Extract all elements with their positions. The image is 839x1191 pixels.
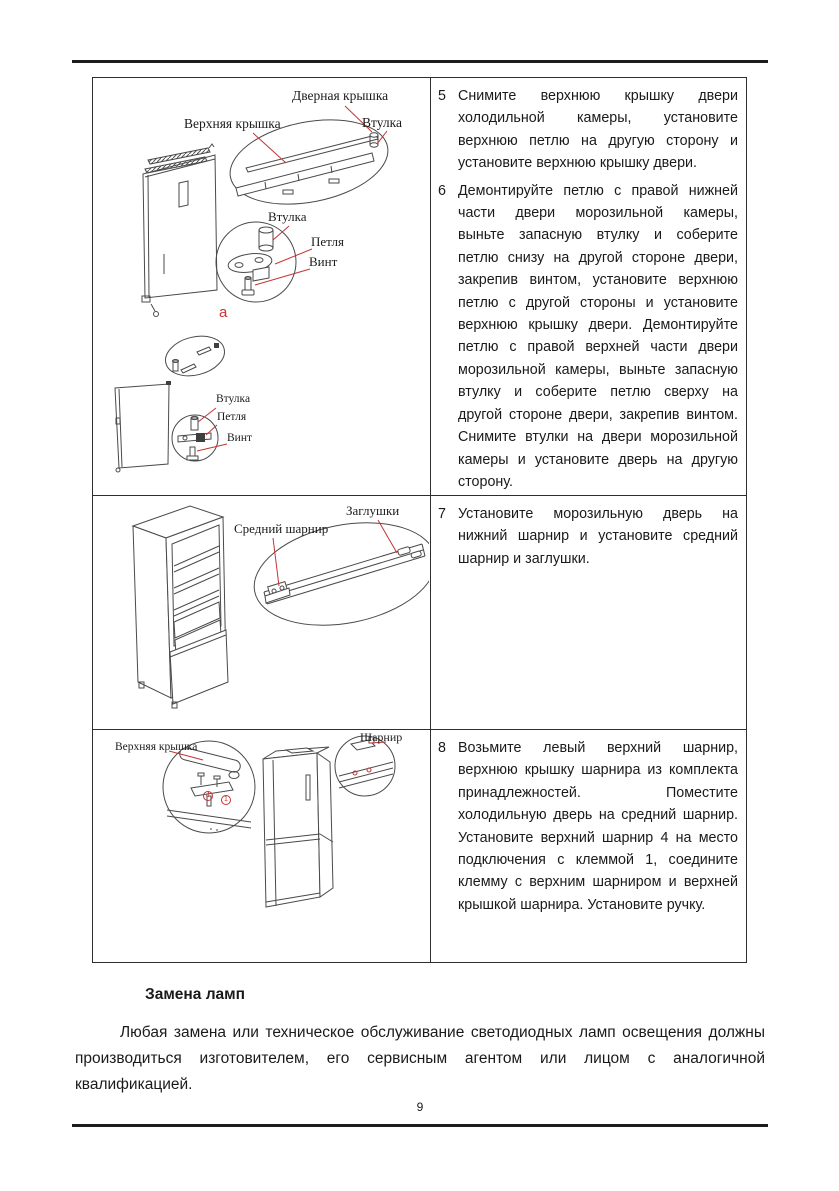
footer-rule bbox=[72, 1124, 768, 1127]
header-rule bbox=[72, 60, 768, 63]
step-5 bbox=[438, 85, 738, 175]
text-cell-step-8 bbox=[431, 730, 747, 963]
label-door-cover: Дверная крышка bbox=[292, 88, 389, 103]
section-body: Любая замена или техническое обслуживание светодиодных ламп освещения должны производиться изготовителем, его сервисным агентом или лицом с аналогичной квалификацией. bbox=[75, 1024, 765, 1093]
label-top-cover-c: Верхняя крышка bbox=[115, 741, 198, 753]
label-hinge-low: Петля bbox=[217, 411, 247, 423]
table-row-top-hinge bbox=[93, 730, 747, 963]
figure-cell-middle-hinge bbox=[93, 496, 431, 730]
page-number: 9 bbox=[416, 1100, 424, 1114]
step-text: Демонтируйте петлю с правой нижней части двери морозильной камеры, выньте запасную втулку и соберите петлю снизу на другой стороне двери, закрепив винтом, установите верхнюю петлю с другой стороны и установите верхнюю крышку двери. Демонтируйте петлю с правой верхней части двери морозильной камеры, выньте запасную втулку и соберите петлю сверху на другой стороне двери, закрепив винтом. Снимите втулки на двери морозильной камеры и установите дверь на другую сторону. bbox=[458, 182, 738, 490]
step-number: 7 bbox=[438, 506, 446, 522]
label-screw-low: Винт bbox=[227, 432, 253, 444]
label-plugs: Заглушки bbox=[346, 503, 400, 518]
step-number: 8 bbox=[438, 740, 446, 756]
label-hinge-c: Шарнир bbox=[360, 730, 403, 744]
figure-marker-a: а bbox=[219, 304, 228, 321]
section-heading: Замена ламп bbox=[145, 986, 246, 1003]
label-bushing-top: Втулка bbox=[362, 115, 402, 130]
step-number: 5 bbox=[438, 88, 446, 104]
figure-cell-door-disassembly bbox=[93, 78, 431, 496]
figure-top-hinge bbox=[93, 730, 430, 962]
step-number: 6 bbox=[438, 182, 446, 199]
marker-hinge-4: 4 bbox=[203, 791, 213, 801]
text-cell-step-7 bbox=[431, 496, 747, 730]
figure-door-disassembly bbox=[93, 78, 430, 495]
label-hinge-mid: Петля bbox=[311, 234, 344, 249]
figure-middle-hinge bbox=[93, 496, 430, 729]
table-row-door-hinge bbox=[93, 78, 747, 496]
label-middle-hinge: Средний шарнир bbox=[234, 521, 329, 536]
step-6 bbox=[438, 180, 738, 494]
text-cell-steps-5-6 bbox=[431, 78, 747, 496]
label-bushing-low: Втулка bbox=[216, 393, 251, 405]
table-row-freezer-door bbox=[93, 496, 747, 730]
marker-terminal-1: 1 bbox=[221, 795, 231, 805]
figure-cell-top-hinge bbox=[93, 730, 431, 963]
step-text: Возьмите левый верхний шарнир, верхнюю крышку шарнира из комплекта принадлежностей. Поместите холодильную дверь на средний шарнир. Установите верхний шарнир 4 на место подключения с клеммой 1, соедините клемму с верхним шарниром и верхней крышкой шарнира. Установите ручку. bbox=[458, 740, 738, 913]
step-7 bbox=[438, 503, 738, 570]
label-bushing-mid: Втулка bbox=[268, 209, 307, 224]
step-text: Снимите верхнюю крышку двери холодильной камеры, установите верхнюю петлю на другую сторону и установите верхнюю крышку двери. bbox=[458, 88, 738, 172]
door-disassembly-drawing bbox=[93, 78, 429, 495]
instruction-table bbox=[92, 77, 747, 963]
top-hinge-drawing bbox=[93, 730, 429, 962]
label-screw-mid: Винт bbox=[309, 254, 338, 269]
step-8 bbox=[438, 737, 738, 916]
step-text: Установите морозильную дверь на нижний шарнир и установите средний шарнир и заглушки. bbox=[458, 506, 738, 567]
label-top-cover: Верхняя крышка bbox=[184, 116, 281, 131]
